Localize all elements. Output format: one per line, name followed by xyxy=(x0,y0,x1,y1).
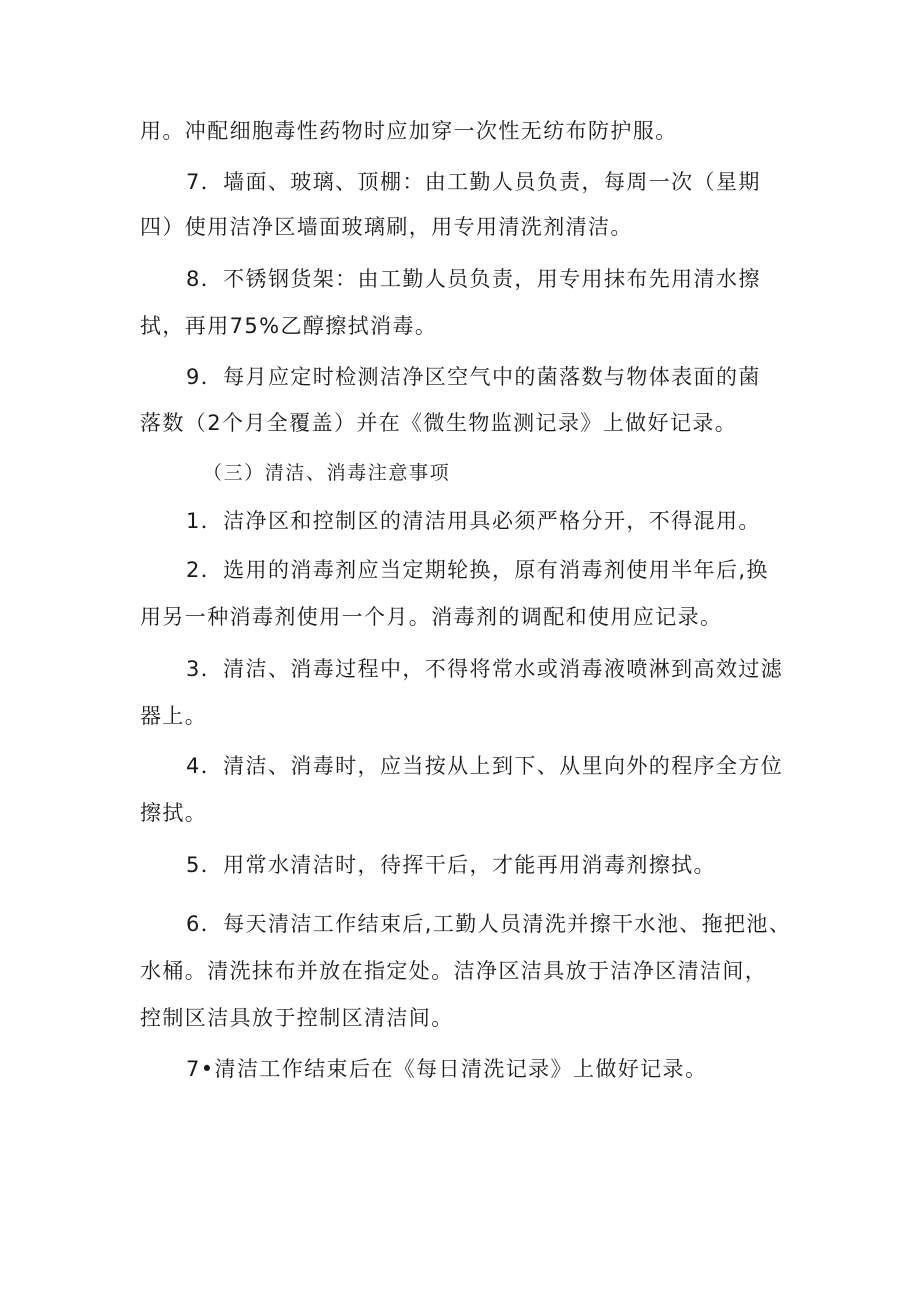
paragraph-line: 1．洁净区和控制区的清洁用具必须严格分开，不得混用。 xyxy=(186,509,761,533)
paragraph-line: 器上。 xyxy=(140,704,208,728)
paragraph-line: 擦拭。 xyxy=(140,801,208,825)
paragraph-line: 控制区洁具放于控制区清洁间。 xyxy=(140,1006,454,1030)
paragraph-line: 水桶。清洗抹布并放在指定处。洁净区洁具放于洁净区清洁间， xyxy=(140,959,768,983)
paragraph-line: 拭，再用75%乙醇擦拭消毒。 xyxy=(140,314,438,338)
paragraph-line: 7•清洁工作结束后在《每日清洗记录》上做好记录。 xyxy=(186,1057,708,1081)
paragraph-line: 3．清洁、消毒过程中，不得将常水或消毒液喷淋到高效过滤 xyxy=(186,657,784,681)
paragraph-line: 5．用常水清洁时，待挥干后，才能再用消毒剂擦拭。 xyxy=(186,853,716,877)
paragraph-line: 落数（2个月全覆盖）并在《微生物监测记录》上做好记录。 xyxy=(140,411,738,435)
paragraph-line: 9．每月应定时检测洁净区空气中的菌落数与物体表面的菌 xyxy=(186,365,761,389)
section-heading: （三）清洁、消毒注意事项 xyxy=(203,462,451,484)
paragraph-line: 8．不锈钢货架：由工勤人员负责，用专用抹布先用清水擦 xyxy=(186,267,761,291)
paragraph-line: 用另一种消毒剂使用一个月。消毒剂的调配和使用应记录。 xyxy=(140,605,723,629)
paragraph-line: 7．墙面、玻璃、顶棚：由工勤人员负责，每周一次（星期 xyxy=(186,170,761,194)
paragraph-line: 2．选用的消毒剂应当定期轮换，原有消毒剂使用半年后,换 xyxy=(186,558,769,582)
paragraph-line: 用。冲配细胞毒性药物时应加穿一次性无纺布防护服。 xyxy=(140,119,678,143)
paragraph-line: 四）使用洁净区墙面玻璃刷，用专用清洗剂清洁。 xyxy=(140,215,633,239)
paragraph-line: 6．每天清洁工作结束后,工勤人员清洗并擦干水池、拖把池、 xyxy=(186,912,792,936)
paragraph-line: 4．清洁、消毒时，应当按从上到下、从里向外的程序全方位 xyxy=(186,754,784,778)
